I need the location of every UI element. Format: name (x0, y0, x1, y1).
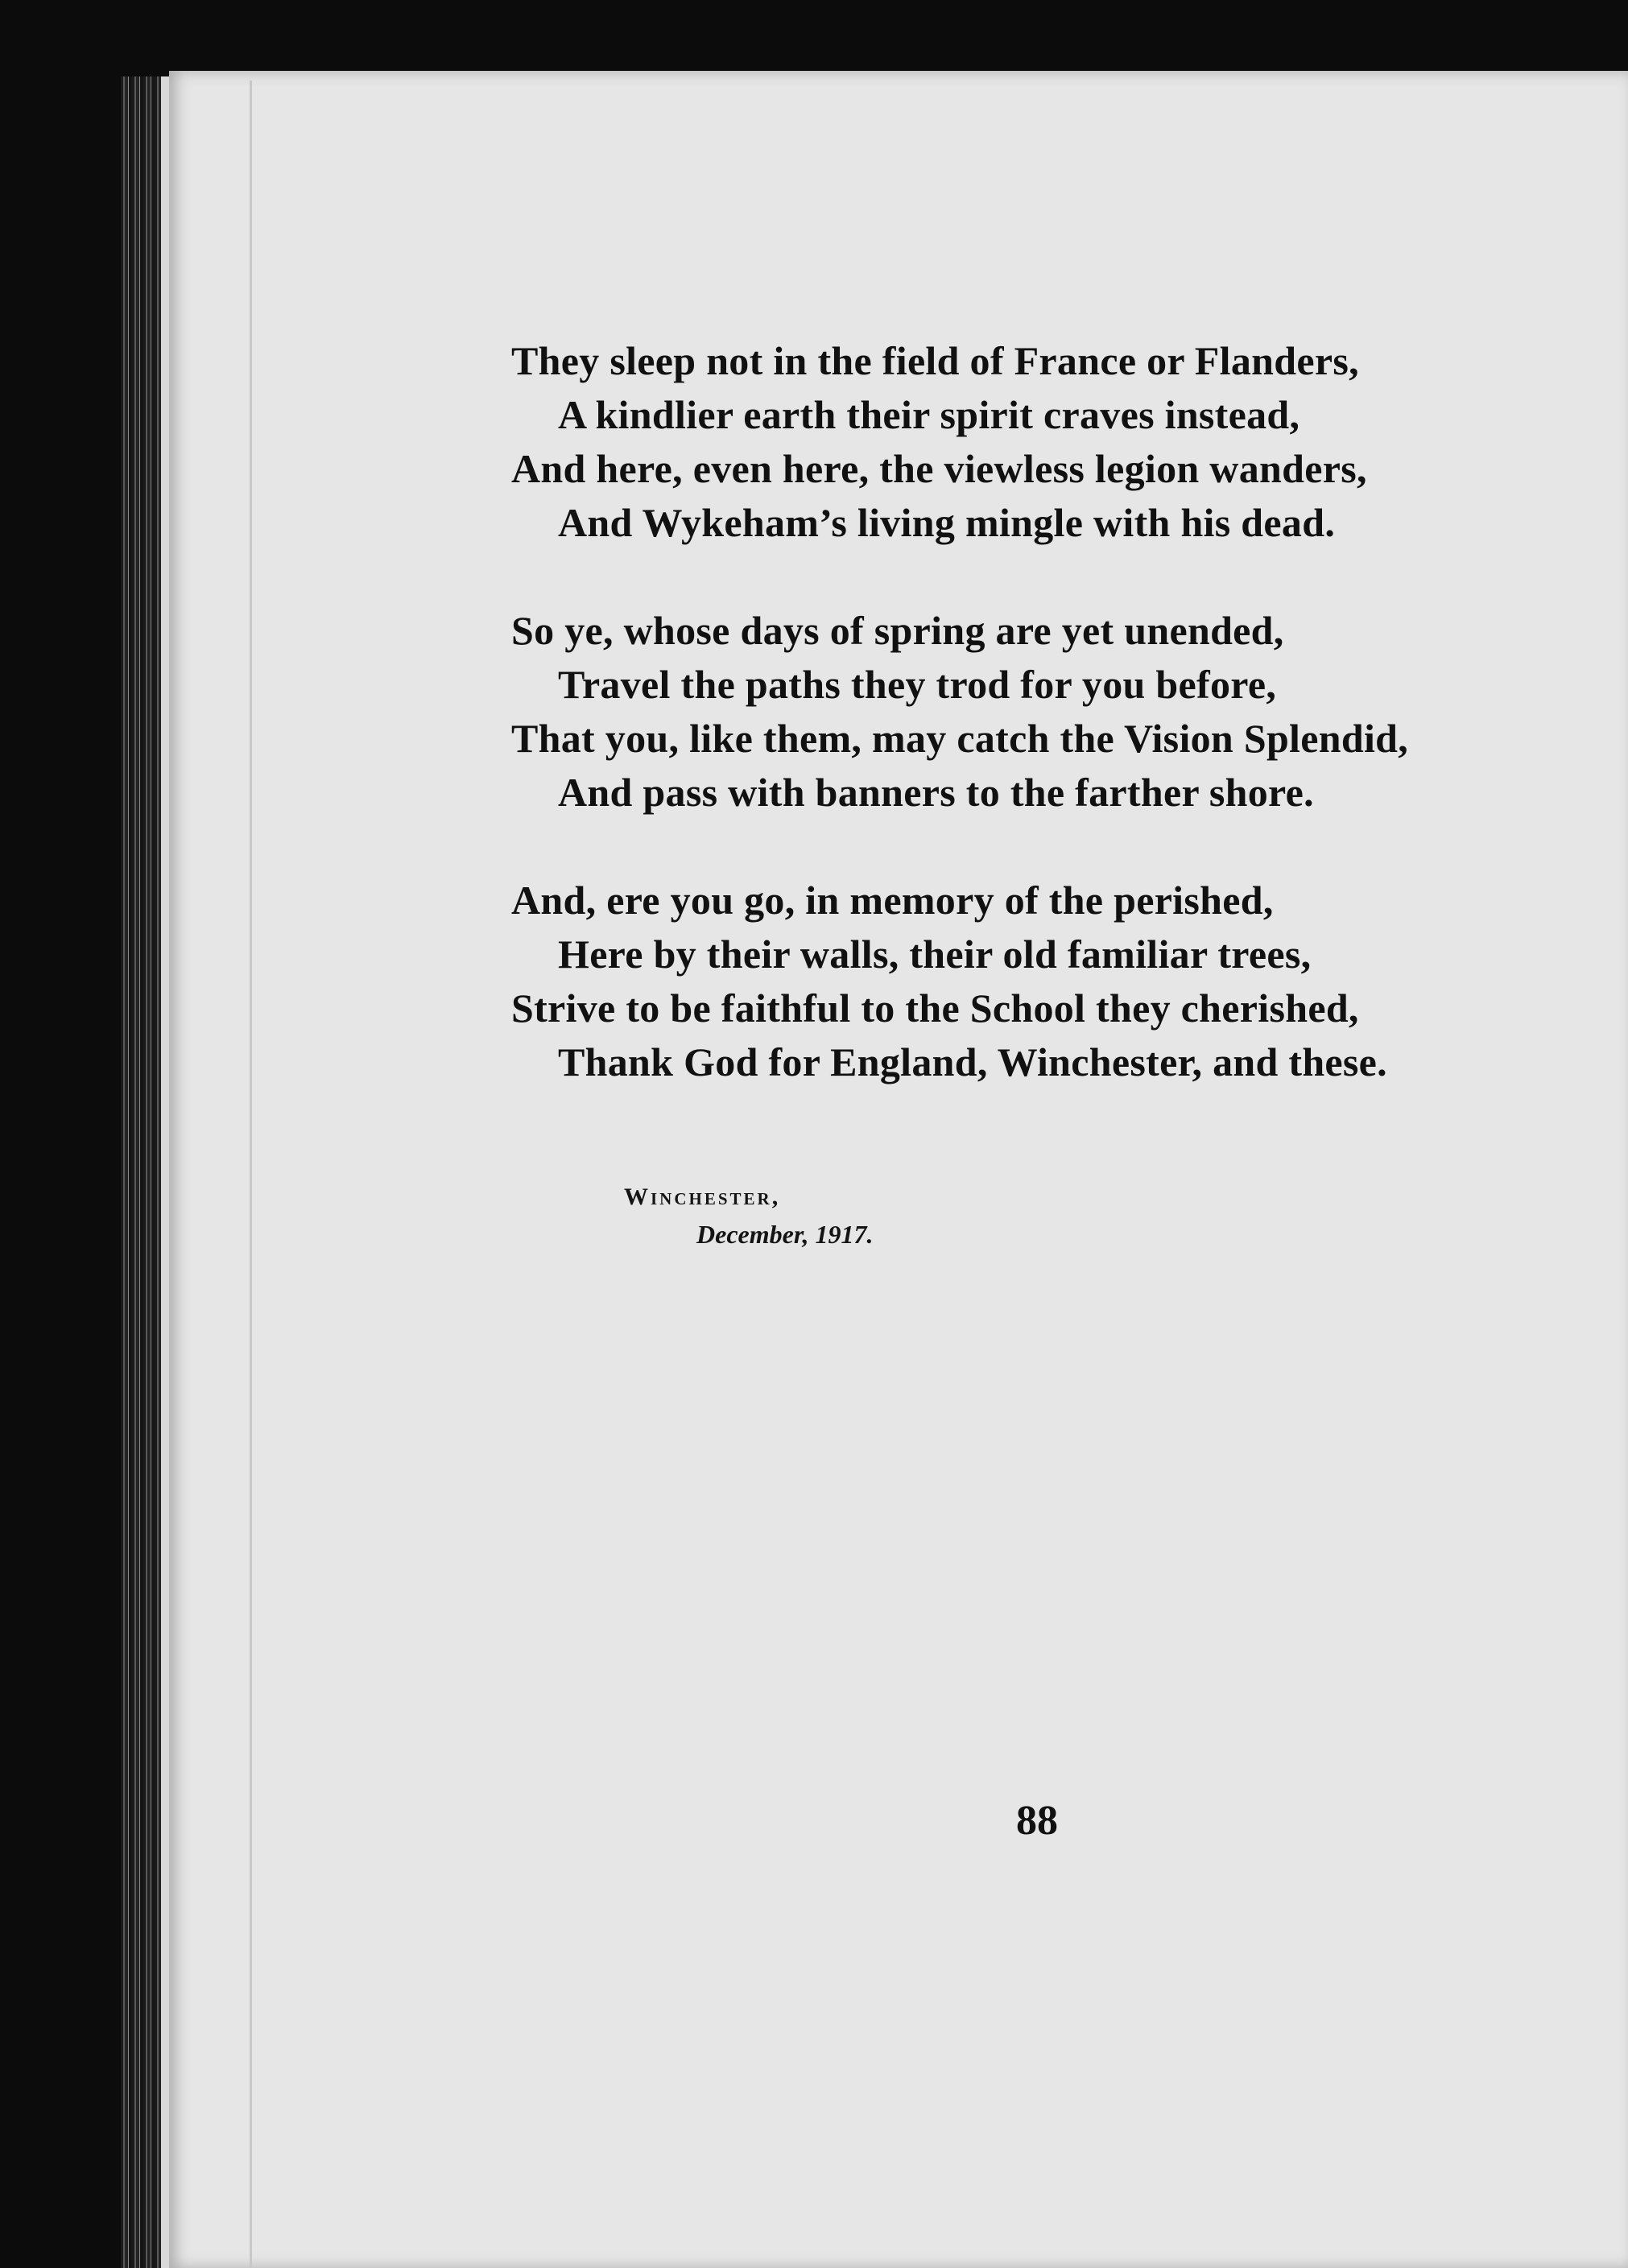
poem-line: Strive to be faithful to the School they cherished, (511, 985, 1359, 1031)
poem-line: And, ere you go, in memory of the perished, (511, 878, 1274, 923)
poem-line: Travel the paths they trod for you before, (558, 662, 1277, 707)
stanza-2 (511, 604, 1542, 820)
poem-line: They sleep not in the field of France or Flanders, (511, 338, 1359, 383)
gutter-line (250, 81, 252, 2268)
poem-line: So ye, whose days of spring are yet unended, (511, 608, 1284, 653)
poem-line: Here by their walls, their old familiar trees, (558, 932, 1312, 977)
signoff-date: December, 1917. (696, 1220, 874, 1249)
poem-body (511, 334, 1542, 1143)
poem-line: And here, even here, the viewless legion wanders, (511, 446, 1367, 491)
poem-line: That you, like them, may catch the Vision Splendid, (511, 716, 1409, 761)
page-number: 88 (1016, 1798, 1058, 1844)
stanza-1 (511, 334, 1542, 550)
signoff (624, 1179, 874, 1254)
poem-line: And Wykeham’s living mingle with his dead. (558, 500, 1336, 545)
poem-line: And pass with banners to the farther shore. (558, 770, 1314, 815)
stanza-3 (511, 874, 1542, 1089)
poem-line: Thank God for England, Winchester, and these. (558, 1039, 1387, 1084)
poem-line: A kindlier earth their spirit craves instead, (558, 392, 1300, 437)
signoff-place: Winchester, (624, 1184, 781, 1210)
